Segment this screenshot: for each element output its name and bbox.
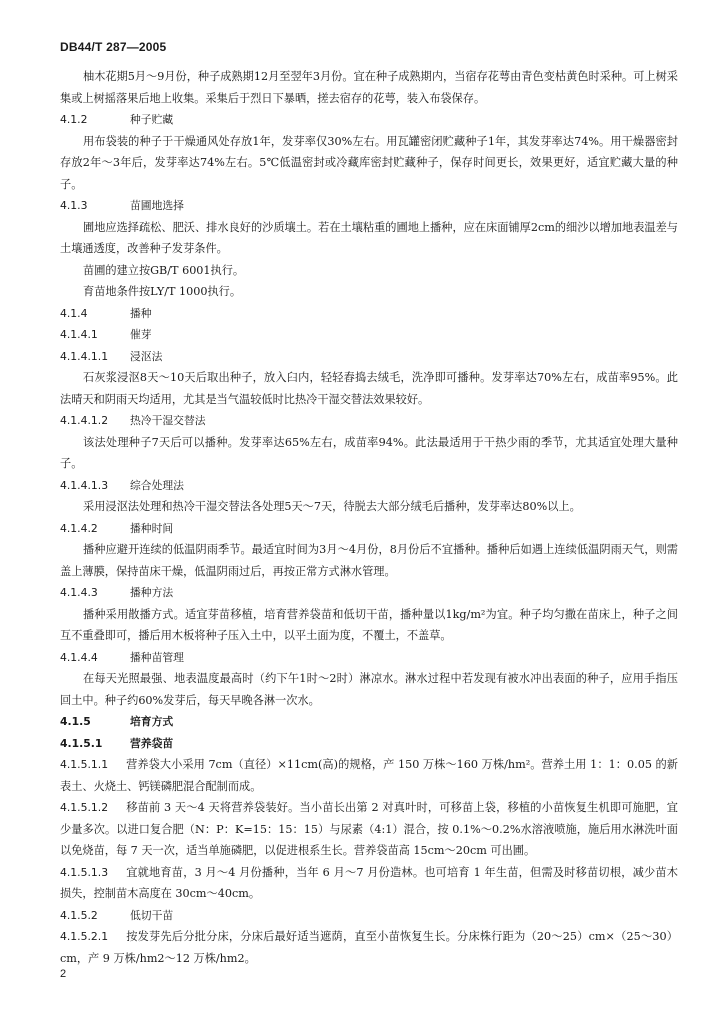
- section-text-4-1-4-3: 播种采用散播方式。适宜芽苗移植，培育营养袋苗和低切干苗，播种量以1kg/m²为宜。种子均匀撒在苗床上，种子之间互不重叠即可，播后用木板将种子压入土中，以平土面为度，不覆土，不盖草。: [60, 607, 678, 642]
- section-text-4-1-3-a: 圃地应选择疏松、肥沃、排水良好的沙质壤土。若在土壤粘重的圃地上播种，应在床面铺厚2cm的细沙以增加地表温差与土壤通透度，改善种子发芽条件。: [60, 220, 678, 255]
- section-text-4-1-2: 用布袋装的种子于干燥通风处存放1年，发芽率仅30%左右。用瓦罐密闭贮藏种子1年，其发芽率达74%。用干燥器密封存放2年～3年后，发芽率达74%左右。5℃低温密封或冷藏库密封贮藏种子，保存时间更长，效果更好，适宜贮藏大量的种子。: [60, 134, 678, 191]
- section-text-4-1-5-1-2: 4.1.5.1.2 移苗前 3 天～4 天将营养袋装好。当小苗长出第 2 对真叶时，可移苗上袋，移植的小苗恢复生机即可施肥，宜少量多次。以进口复合肥（N：P：K=15：15：15）与尿素（4:1）混合，按 0.1%～0.2%水溶液喷施，施后用水淋洗叶面以免烧苗，每 7 天一次，适当单施磷肥，以促进根系生长。营养袋苗高 15cm～20cm 可出圃。: [60, 801, 678, 857]
- page-number: 2: [60, 968, 67, 980]
- section-heading-4-1-4-1: 4.1.4.1 催芽: [60, 328, 152, 341]
- section-heading-4-1-2: 4.1.2 种子贮藏: [60, 113, 174, 126]
- section-text-4-1-5-1-3: 4.1.5.1.3 宜就地育苗，3 月～4 月份播种，当年 6 月～7 月份造林。也可培育 1 年生苗，但需及时移苗切根，减少苗木损失，控制苗木高度在 30cm～40cm。: [60, 865, 678, 900]
- section-text-4-1-4-1-3: 采用浸沤法处理和热冷干湿交替法各处理5天～7天，待脱去大部分绒毛后播种，发芽率达80%以上。: [83, 500, 581, 513]
- document-code-header: DB44/T 287—2005: [60, 40, 167, 54]
- section-heading-4-1-5-1: 4.1.5.1 营养袋苗: [60, 736, 174, 750]
- section-heading-4-1-5-2: 4.1.5.2 低切干苗: [60, 908, 174, 922]
- section-heading-4-1-4: 4.1.4 播种: [60, 306, 152, 320]
- section-heading-4-1-4-1-3: 4.1.4.1.3 综合处理法: [60, 478, 184, 492]
- section-text-4-1-4-2: 播种应避开连续的低温阴雨季节。最适宜时间为3月～4月份，8月份后不宜播种。播种后如遇上连续低温阴雨天气，则需盖上薄膜，保持苗床干燥，低温阴雨过后，再按正常方式淋水管理。: [60, 543, 678, 578]
- section-text-4-1-4-4: 在每天光照最强、地表温度最高时（约下午1时～2时）淋凉水。淋水过程中若发现有被水冲出表面的种子，应用手指压回土中。种子约60%发芽后，每天早晚各淋一次水。: [60, 672, 678, 707]
- section-heading-4-1-4-4: 4.1.4.4 播种苗管理: [60, 650, 184, 664]
- section-text-4-1-3-c: 育苗地条件按LY/T 1000执行。: [83, 285, 242, 298]
- section-heading-4-1-3: 4.1.3 苗圃地选择: [60, 199, 184, 212]
- document-body: [60, 66, 678, 969]
- section-text-4-1-3-b: 苗圃的建立按GB/T 6001执行。: [83, 263, 245, 277]
- section-heading-4-1-4-1-2: 4.1.4.1.2 热冷干湿交替法: [60, 414, 206, 427]
- section-heading-4-1-4-1-1: 4.1.4.1.1 浸沤法: [60, 349, 163, 363]
- section-text-4-1-5-1-1: 4.1.5.1.1 营养袋大小采用 7cm（直径）×11cm(高)的规格，产 150 万株～160 万株/hm²。营养土用 1：1：0.05 的新表土、火烧土、钙镁磷肥混合配制而成。: [60, 758, 678, 793]
- section-heading-4-1-5: 4.1.5 培育方式: [60, 715, 174, 728]
- intro-paragraph: 柚木花期5月～9月份，种子成熟期12月至翌年3月份。宜在种子成熟期内，当宿存花萼由青色变枯黄色时采种。可上树采集或上树摇落果后地上收集。采集后于烈日下暴晒，搓去宿存的花萼，装入布袋保存。: [60, 70, 678, 105]
- section-heading-4-1-4-3: 4.1.4.3 播种方法: [60, 586, 174, 599]
- section-heading-4-1-4-2: 4.1.4.2 播种时间: [60, 521, 174, 535]
- section-text-4-1-4-1-2: 该法处理种子7天后可以播种。发芽率达65%左右，成苗率94%。此法最适用于干热少雨的季节，尤其适宜处理大量种子。: [60, 435, 678, 470]
- section-text-4-1-4-1-1: 石灰浆浸沤8天～10天后取出种子，放入臼内，轻轻舂捣去绒毛，洗净即可播种。发芽率达70%左右，成苗率95%。此法晴天和阴雨天均适用，尤其是当气温较低时比热冷干湿交替法效果较好。: [60, 371, 678, 406]
- section-text-4-1-5-2-1: 4.1.5.2.1 按发芽先后分批分床，分床后最好适当遮荫，直至小苗恢复生长。分床株行距为（20～25）cm×（25～30）cm，产 9 万株/hm2～12 万株/hm2。: [60, 930, 678, 965]
